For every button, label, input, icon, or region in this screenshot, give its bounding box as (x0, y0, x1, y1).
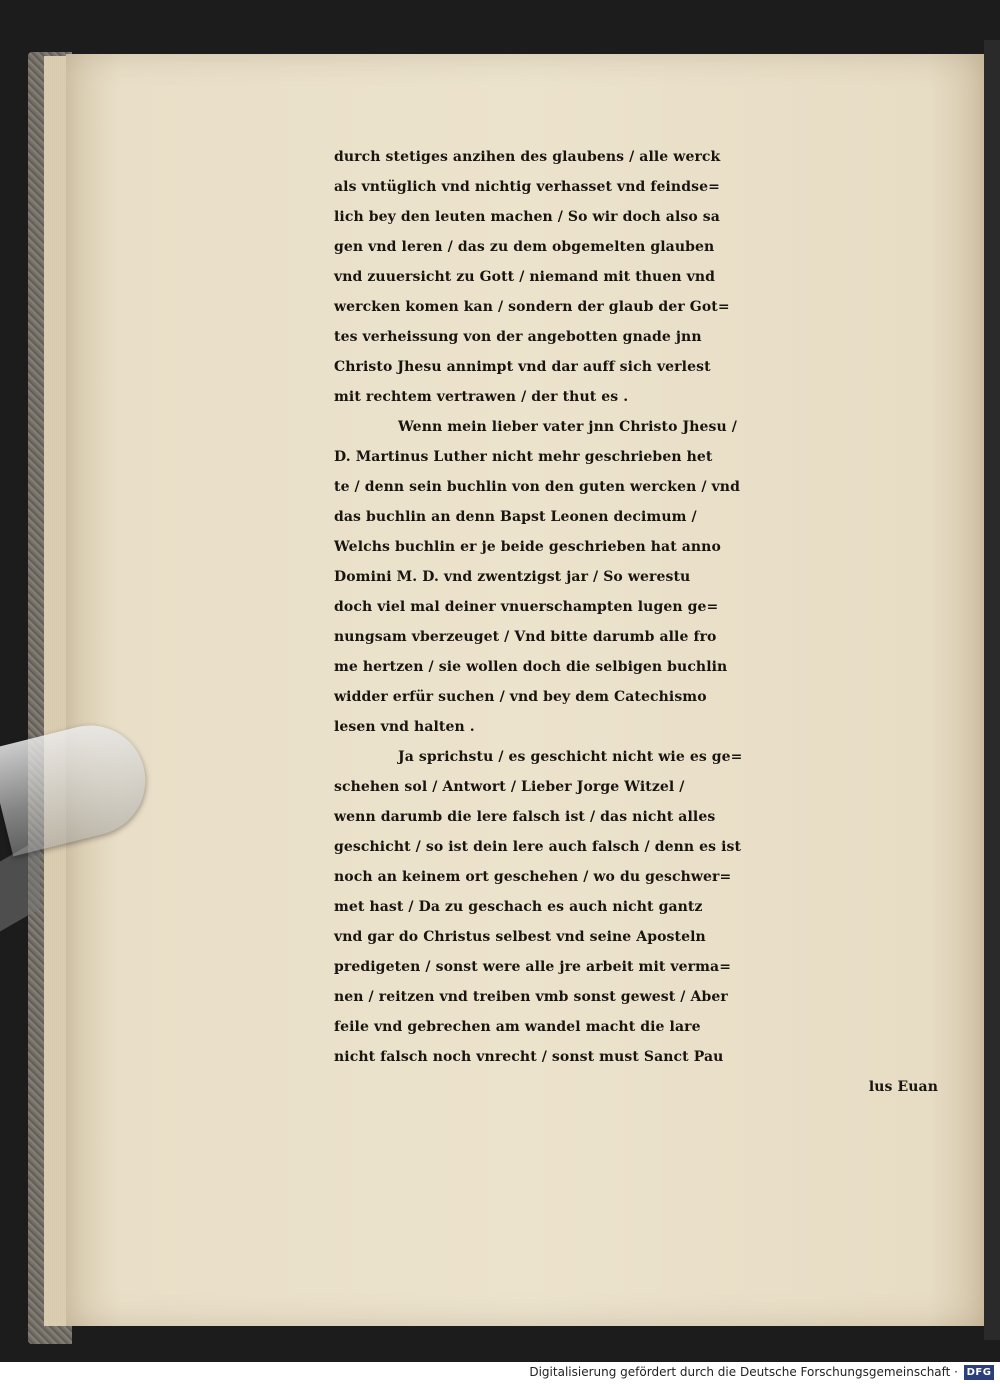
text-line: Ja sprichstu / es geschicht nicht wie es ge= (398, 749, 743, 765)
text-line: nicht falsch noch vnrecht / sonst must Sanct Pau (334, 1049, 724, 1065)
catchword: lus Euan (868, 1079, 938, 1095)
text-line: doch viel mal deiner vnuerschampten lugen ge= (334, 599, 719, 615)
text-line: wenn darumb die lere falsch ist / das nicht alles (334, 809, 716, 825)
text-line: vnd gar do Christus selbest vnd seine Aposteln (334, 929, 706, 945)
dfg-logo-icon: DFG (964, 1365, 994, 1380)
text-line: nungsam vberzeuget / Vnd bitte darumb alle fro (334, 629, 717, 645)
text-line: noch an keinem ort geschehen / wo du geschwer= (334, 869, 732, 885)
page-text-block (334, 142, 944, 1102)
scan-edge-right (984, 40, 1000, 1340)
text-line: widder erfür suchen / vnd bey dem Catechismo (334, 689, 707, 705)
text-line: Domini M. D. vnd zwentzigst jar / So werestu (334, 569, 691, 585)
text-line: D. Martinus Luther nicht mehr geschrieben het (334, 449, 713, 465)
text-line: Welchs buchlin er je beide geschrieben hat anno (334, 539, 721, 555)
text-line: lesen vnd halten . (334, 719, 475, 735)
text-line: lich bey den leuten machen / So wir doch also sa (334, 209, 720, 225)
text-line: vnd zuuersicht zu Gott / niemand mit thuen vnd (334, 269, 715, 285)
text-line: predigeten / sonst were alle jre arbeit mit verma= (334, 959, 732, 975)
text-line: als vntüglich vnd nichtig verhasset vnd feindse= (334, 179, 720, 195)
text-line: tes verheissung von der angebotten gnade jnn (334, 329, 702, 345)
text-line: geschicht / so ist dein lere auch falsch / denn es ist (334, 839, 742, 855)
text-line: nen / reitzen vnd treiben vmb sonst gewest / Aber (334, 989, 728, 1005)
text-line: gen vnd leren / das zu dem obgemelten glauben (334, 239, 715, 255)
text-line: das buchlin an denn Bapst Leonen decimum / (334, 509, 697, 525)
text-line: Wenn mein lieber vater jnn Christo Jhesu / (398, 419, 737, 435)
text-line: mit rechtem vertrawen / der thut es . (334, 389, 629, 405)
text-line: Christo Jhesu annimpt vnd dar auff sich verlest (334, 359, 711, 375)
text-line: me hertzen / sie wollen doch die selbigen buchlin (334, 659, 728, 675)
text-line: wercken komen kan / sondern der glaub der Got= (334, 299, 730, 315)
text-line: feile vnd gebrechen am wandel macht die lare (334, 1019, 701, 1035)
text-line: te / denn sein buchlin von den guten wercken / vnd (334, 479, 740, 495)
footer-credit: Digitalisierung gefördert durch die Deutsche Forschungsgemeinschaft · (529, 1365, 958, 1379)
text-line: met hast / Da zu geschach es auch nicht gantz (334, 899, 703, 915)
text-line: schehen sol / Antwort / Lieber Jorge Witzel / (334, 779, 685, 795)
text-line: durch stetiges anzihen des glaubens / alle werck (334, 149, 721, 165)
footer-bar (0, 1362, 1000, 1384)
